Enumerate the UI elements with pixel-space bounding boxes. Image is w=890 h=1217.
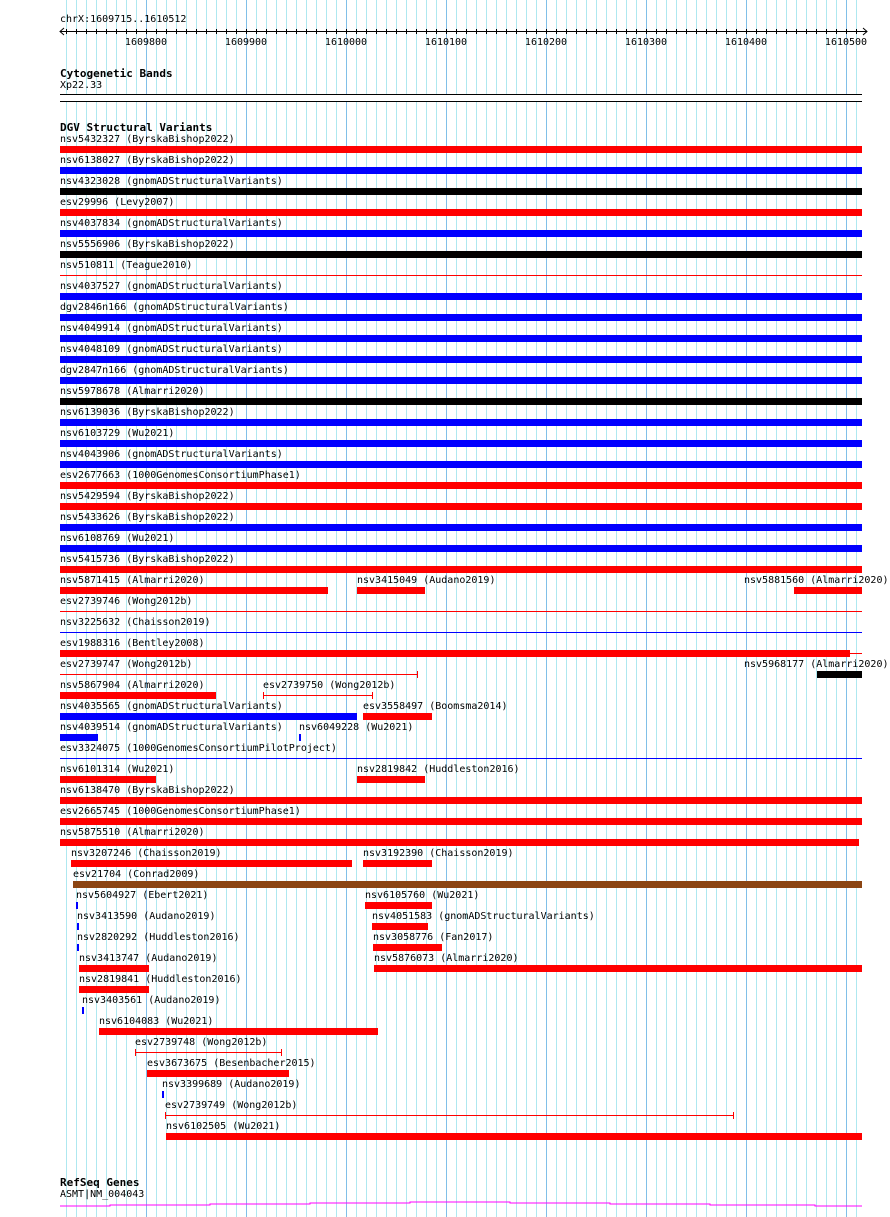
feature-label[interactable]: esv3673675 (Besenbacher2015) — [147, 1058, 316, 1069]
variant-bar[interactable] — [794, 587, 862, 594]
variant-bar[interactable] — [162, 1091, 164, 1098]
ruler[interactable] — [0, 0, 890, 60]
variant-bar[interactable] — [60, 587, 328, 594]
variant-line[interactable] — [60, 674, 418, 675]
feature-label[interactable]: nsv4037527 (gnomADStructuralVariants) — [60, 281, 283, 292]
feature-label[interactable]: nsv5604927 (Ebert2021) — [76, 890, 209, 901]
feature-label[interactable]: nsv6102505 (Wu2021) — [166, 1121, 281, 1132]
feature-label[interactable]: nsv6105760 (Wu2021) — [365, 890, 480, 901]
feature-label[interactable]: esv3558497 (Boomsma2014) — [363, 701, 508, 712]
variant-bar[interactable] — [372, 923, 428, 930]
ruler-tick-label: 1610400 — [724, 37, 768, 48]
variant-bar[interactable] — [60, 377, 862, 384]
variant-bar[interactable] — [60, 545, 862, 552]
feature-label[interactable]: nsv6101314 (Wu2021) — [60, 764, 175, 775]
variant-bar[interactable] — [60, 209, 862, 216]
feature-label[interactable]: esv29996 (Levy2007) — [60, 197, 175, 208]
variant-bar[interactable] — [60, 440, 862, 447]
cytoband-line-top — [60, 94, 862, 95]
variant-bar[interactable] — [817, 671, 862, 678]
variant-bar[interactable] — [365, 902, 432, 909]
feature-label[interactable]: esv2677663 (1000GenomesConsortiumPhase1) — [60, 470, 301, 481]
variant-bar[interactable] — [77, 944, 79, 951]
feature-label[interactable]: nsv5867904 (Almarri2020) — [60, 680, 205, 691]
variant-bar[interactable] — [99, 1028, 378, 1035]
cytoband-track-title: Cytogenetic Bands — [60, 67, 173, 80]
feature-label[interactable]: nsv4043906 (gnomADStructuralVariants) — [60, 449, 283, 460]
feature-label[interactable]: nsv5415736 (ByrskaBishop2022) — [60, 554, 235, 565]
feature-label[interactable]: nsv6108769 (Wu2021) — [60, 533, 175, 544]
feature-label[interactable]: nsv3403561 (Audano2019) — [82, 995, 221, 1006]
feature-label[interactable]: nsv4037834 (gnomADStructuralVariants) — [60, 218, 283, 229]
variant-bar[interactable] — [60, 797, 862, 804]
gene-label[interactable]: ASMT|NM_004043 — [60, 1189, 145, 1200]
ruler-tick-label: 1609800 — [124, 37, 168, 48]
feature-label[interactable]: esv2739750 (Wong2012b) — [263, 680, 396, 691]
variant-bar[interactable] — [374, 965, 862, 972]
feature-label[interactable]: nsv3413747 (Audano2019) — [79, 953, 218, 964]
variant-bar[interactable] — [60, 839, 859, 846]
variant-bar[interactable] — [60, 692, 216, 699]
variant-bar[interactable] — [60, 566, 862, 573]
variant-bar[interactable] — [357, 587, 425, 594]
feature-label[interactable]: nsv3225632 (Chaisson2019) — [60, 617, 211, 628]
ruler-tick-label: 1609900 — [224, 37, 268, 48]
feature-label[interactable]: nsv2819841 (Huddleston2016) — [79, 974, 242, 985]
feature-label[interactable]: nsv5881560 (Almarri2020) — [744, 575, 889, 586]
feature-label[interactable]: nsv4323028 (gnomADStructuralVariants) — [60, 176, 283, 187]
variant-bar[interactable] — [60, 335, 862, 342]
ruler-tick-label: 1610100 — [424, 37, 468, 48]
ruler-tick-label: 1610500 — [824, 37, 868, 48]
variant-line[interactable] — [60, 632, 862, 633]
variant-bar[interactable] — [60, 356, 862, 363]
refseq-track-title: RefSeq Genes — [60, 1176, 140, 1189]
cytoband-line-bottom — [60, 101, 862, 102]
feature-label[interactable]: nsv6139036 (ByrskaBishop2022) — [60, 407, 235, 418]
feature-label[interactable]: nsv4051583 (gnomADStructuralVariants) — [372, 911, 595, 922]
variant-bar[interactable] — [60, 650, 850, 657]
feature-label[interactable]: nsv3207246 (Chaisson2019) — [71, 848, 222, 859]
variant-end-tick — [417, 671, 418, 678]
feature-label[interactable]: nsv2820292 (Huddleston2016) — [77, 932, 240, 943]
variant-bar[interactable] — [60, 776, 156, 783]
variant-bar[interactable] — [357, 776, 425, 783]
location-label: chrX:1609715..1610512 — [60, 14, 187, 25]
variant-bar[interactable] — [79, 965, 149, 972]
variant-bar[interactable] — [60, 461, 862, 468]
feature-label[interactable]: nsv5875510 (Almarri2020) — [60, 827, 205, 838]
variant-line[interactable] — [60, 758, 862, 759]
feature-label[interactable]: nsv3058776 (Fan2017) — [373, 932, 494, 943]
feature-label[interactable]: dgv2847n166 (gnomADStructuralVariants) — [60, 365, 289, 376]
variant-bar[interactable] — [79, 986, 149, 993]
variant-line[interactable] — [60, 275, 862, 276]
variant-bar[interactable] — [60, 398, 862, 405]
feature-label[interactable]: nsv5978678 (Almarri2020) — [60, 386, 205, 397]
variant-line[interactable] — [135, 1052, 282, 1053]
feature-label[interactable]: nsv6138027 (ByrskaBishop2022) — [60, 155, 235, 166]
feature-label[interactable]: nsv3192390 (Chaisson2019) — [363, 848, 514, 859]
variant-bar[interactable] — [60, 419, 862, 426]
variant-start-tick — [135, 1049, 136, 1056]
feature-label[interactable]: nsv5556906 (ByrskaBishop2022) — [60, 239, 235, 250]
variant-bar[interactable] — [82, 1007, 84, 1014]
feature-label[interactable]: nsv3415049 (Audano2019) — [357, 575, 496, 586]
dgv-track-title: DGV Structural Variants — [60, 121, 213, 134]
feature-label[interactable]: esv2739747 (Wong2012b) — [60, 659, 193, 670]
variant-bar[interactable] — [71, 860, 352, 867]
variant-bar[interactable] — [60, 188, 862, 195]
variant-bar[interactable] — [166, 1133, 862, 1140]
variant-bar[interactable] — [299, 734, 301, 741]
feature-label[interactable]: nsv3413590 (Audano2019) — [77, 911, 216, 922]
cytoband-label[interactable]: Xp22.33 — [60, 80, 103, 91]
feature-label[interactable]: nsv4048109 (gnomADStructuralVariants) — [60, 344, 283, 355]
variant-line[interactable] — [850, 653, 862, 654]
feature-label[interactable]: nsv5429594 (ByrskaBishop2022) — [60, 491, 235, 502]
feature-label[interactable]: nsv5433626 (ByrskaBishop2022) — [60, 512, 235, 523]
feature-label[interactable]: nsv5968177 (Almarri2020) — [744, 659, 889, 670]
feature-label[interactable]: esv2739749 (Wong2012b) — [165, 1100, 298, 1111]
feature-label[interactable]: nsv4039514 (gnomADStructuralVariants) — [60, 722, 283, 733]
feature-label[interactable]: esv2739748 (Wong2012b) — [135, 1037, 268, 1048]
feature-label[interactable]: nsv2819842 (Huddleston2016) — [357, 764, 520, 775]
feature-label[interactable]: esv3324075 (1000GenomesConsortiumPilotProject) — [60, 743, 337, 754]
feature-label[interactable]: nsv4035565 (gnomADStructuralVariants) — [60, 701, 283, 712]
variant-bar[interactable] — [60, 734, 98, 741]
feature-label[interactable]: nsv6138470 (ByrskaBishop2022) — [60, 785, 235, 796]
feature-label[interactable]: nsv5432327 (ByrskaBishop2022) — [60, 134, 235, 145]
variant-bar[interactable] — [76, 902, 78, 909]
gene-model[interactable] — [0, 1195, 890, 1215]
variant-bar[interactable] — [60, 146, 862, 153]
variant-bar[interactable] — [73, 881, 862, 888]
variant-bar[interactable] — [60, 293, 862, 300]
variant-bar[interactable] — [373, 944, 442, 951]
variant-end-tick — [281, 1049, 282, 1056]
variant-bar[interactable] — [60, 230, 862, 237]
feature-label[interactable]: nsv4049914 (gnomADStructuralVariants) — [60, 323, 283, 334]
ruler-tick-label: 1610000 — [324, 37, 368, 48]
feature-label[interactable]: esv2665745 (1000GenomesConsortiumPhase1) — [60, 806, 301, 817]
variant-bar[interactable] — [60, 314, 862, 321]
feature-label[interactable]: dgv2846n166 (gnomADStructuralVariants) — [60, 302, 289, 313]
variant-bar[interactable] — [60, 503, 862, 510]
variant-start-tick — [165, 1112, 166, 1119]
feature-label[interactable]: nsv6104083 (Wu2021) — [99, 1016, 214, 1027]
variant-bar[interactable] — [60, 713, 357, 720]
variant-end-tick — [733, 1112, 734, 1119]
variant-bar[interactable] — [363, 860, 432, 867]
ruler-tick-label: 1610200 — [524, 37, 568, 48]
variant-bar[interactable] — [60, 167, 862, 174]
variant-line[interactable] — [60, 611, 862, 612]
feature-label[interactable]: nsv3399689 (Audano2019) — [162, 1079, 301, 1090]
variant-bar[interactable] — [147, 1070, 289, 1077]
ruler-tick-label: 1610300 — [624, 37, 668, 48]
variant-bar[interactable] — [60, 482, 862, 489]
variant-start-tick — [263, 692, 264, 699]
variant-bar[interactable] — [77, 923, 79, 930]
feature-label[interactable]: esv2739746 (Wong2012b) — [60, 596, 193, 607]
feature-label[interactable]: nsv5871415 (Almarri2020) — [60, 575, 205, 586]
variant-bar[interactable] — [60, 251, 862, 258]
variant-bar[interactable] — [363, 713, 432, 720]
variant-bar[interactable] — [60, 524, 862, 531]
variant-bar[interactable] — [60, 818, 862, 825]
feature-label[interactable]: nsv6049228 (Wu2021) — [299, 722, 414, 733]
feature-label[interactable]: esv21704 (Conrad2009) — [73, 869, 200, 880]
variant-line[interactable] — [263, 695, 373, 696]
feature-label[interactable]: nsv6103729 (Wu2021) — [60, 428, 175, 439]
variant-end-tick — [372, 692, 373, 699]
feature-label[interactable]: esv1988316 (Bentley2008) — [60, 638, 205, 649]
feature-label[interactable]: nsv5876073 (Almarri2020) — [374, 953, 519, 964]
variant-line[interactable] — [165, 1115, 734, 1116]
feature-label[interactable]: nsv510811 (Teague2010) — [60, 260, 193, 271]
